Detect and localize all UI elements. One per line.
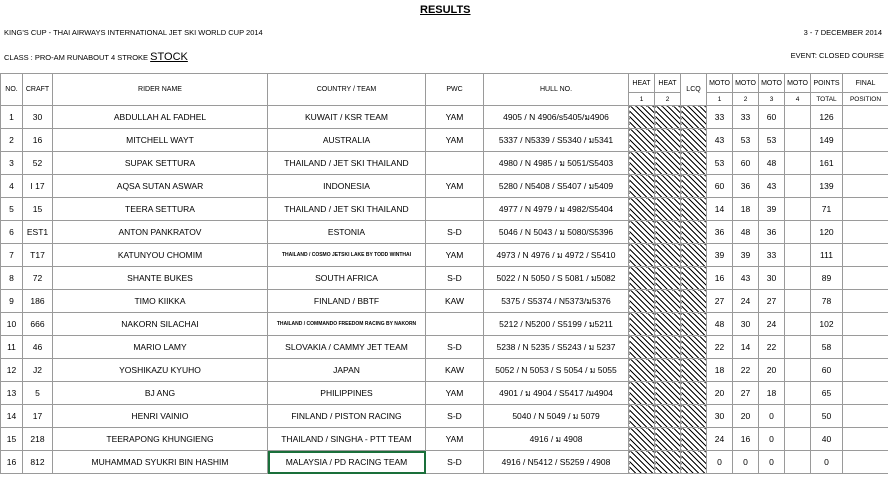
cell-moto4[interactable] [785,382,811,405]
class-label [4,51,188,63]
cell-lcq[interactable] [681,221,707,244]
col-country: COUNTRY / TEAM [268,74,426,106]
results-body [1,106,888,474]
cell-points[interactable]: 89 [811,267,843,290]
cell-rider[interactable]: MARIO LAMY [53,336,268,359]
cell-hull[interactable]: 5040 / N 5049 / ม 5079 [484,405,629,428]
cell-moto3[interactable]: 20 [759,359,785,382]
cell-hull[interactable]: 5337 / N5339 / S5340 / ม5341 [484,129,629,152]
cell-final[interactable] [843,405,888,428]
cell-craft[interactable]: 16 [23,129,53,152]
class-prefix: CLASS : PRO-AM RUNABOUT 4 STROKE [4,53,149,62]
cell-moto1[interactable]: 43 [707,129,733,152]
cell-country[interactable]: SLOVAKIA / CAMMY JET TEAM [268,336,426,359]
cell-moto3[interactable]: 27 [759,290,785,313]
cell-points[interactable]: 149 [811,129,843,152]
cell-moto3[interactable]: 48 [759,152,785,175]
cell-craft[interactable]: 46 [23,336,53,359]
cell-moto3[interactable]: 18 [759,382,785,405]
cell-pwc[interactable] [426,152,484,175]
cell-moto4[interactable] [785,106,811,129]
cell-no[interactable]: 5 [1,198,23,221]
cell-final[interactable] [843,129,888,152]
cell-final[interactable] [843,313,888,336]
cell-final[interactable] [843,336,888,359]
cell-moto1[interactable]: 18 [707,359,733,382]
cell-moto1[interactable]: 24 [707,428,733,451]
cell-lcq[interactable] [681,313,707,336]
cell-moto1[interactable]: 33 [707,106,733,129]
cell-heat2[interactable] [655,359,681,382]
col-pwc: PWC [426,74,484,106]
table-row [1,313,888,336]
cell-country[interactable]: THAILAND / COMMANDO FREEDOM RACING BY NAKORN [268,313,426,336]
cell-pwc[interactable]: S-D [426,405,484,428]
cell-moto3[interactable]: 30 [759,267,785,290]
col-moto2-sub: 2 [733,93,759,106]
cell-no[interactable]: 11 [1,336,23,359]
cell-craft[interactable]: 666 [23,313,53,336]
cell-rider[interactable]: ANTON PANKRATOV [53,221,268,244]
cell-lcq[interactable] [681,451,707,474]
col-heat1-sub: 1 [629,93,655,106]
cell-heat2[interactable] [655,267,681,290]
table-row [1,290,888,313]
cell-craft[interactable]: 52 [23,152,53,175]
cell-moto3[interactable]: 0 [759,405,785,428]
cell-heat2[interactable] [655,290,681,313]
cell-moto3[interactable]: 36 [759,221,785,244]
cell-hull[interactable]: 4916 / N5412 / S5259 / 4908 [484,451,629,474]
cell-hull[interactable]: 4973 / N 4976 / ม 4972 / S5410 [484,244,629,267]
cell-pwc[interactable]: YAM [426,175,484,198]
cell-final[interactable] [843,382,888,405]
cell-heat2[interactable] [655,221,681,244]
cell-moto2[interactable]: 43 [733,267,759,290]
cell-pwc[interactable] [426,198,484,221]
cell-moto4[interactable] [785,405,811,428]
cell-moto1[interactable]: 36 [707,221,733,244]
cell-moto1[interactable]: 16 [707,267,733,290]
cell-points[interactable]: 120 [811,221,843,244]
cell-no[interactable]: 15 [1,428,23,451]
cell-pwc[interactable]: YAM [426,129,484,152]
col-moto3-sub: 3 [759,93,785,106]
cell-lcq[interactable] [681,290,707,313]
cell-lcq[interactable] [681,175,707,198]
table-row [1,428,888,451]
cell-moto4[interactable] [785,336,811,359]
cell-final[interactable] [843,152,888,175]
cell-moto2[interactable]: 60 [733,152,759,175]
cell-final[interactable] [843,221,888,244]
cell-moto3[interactable]: 60 [759,106,785,129]
cell-final[interactable] [843,244,888,267]
cell-moto1[interactable]: 60 [707,175,733,198]
col-lcq: LCQ [681,74,707,106]
cell-moto4[interactable] [785,198,811,221]
cell-country[interactable]: KUWAIT / KSR TEAM [268,106,426,129]
cell-moto2[interactable]: 48 [733,221,759,244]
cell-country[interactable]: MALAYSIA / PD RACING TEAM [268,451,426,474]
cell-lcq[interactable] [681,336,707,359]
cell-moto1[interactable]: 53 [707,152,733,175]
cell-craft[interactable]: J2 [23,359,53,382]
table-row [1,405,888,428]
cell-no[interactable]: 14 [1,405,23,428]
cell-moto4[interactable] [785,290,811,313]
cell-moto2[interactable]: 22 [733,359,759,382]
col-final-sub: POSITION [843,93,888,106]
cell-final[interactable] [843,359,888,382]
cell-moto3[interactable]: 0 [759,428,785,451]
col-final: FINAL [843,74,888,93]
cell-heat1[interactable] [629,129,655,152]
cell-points[interactable]: 50 [811,405,843,428]
cell-heat2[interactable] [655,129,681,152]
cell-rider[interactable]: TEERAPONG KHUNGIENG [53,428,268,451]
event-type: EVENT: CLOSED COURSE [790,51,884,60]
cell-moto4[interactable] [785,175,811,198]
cell-hull[interactable]: 4916 / ม 4908 [484,428,629,451]
cell-moto4[interactable] [785,152,811,175]
cell-heat2[interactable] [655,106,681,129]
cell-points[interactable]: 139 [811,175,843,198]
cell-hull[interactable]: 5280 / N5408 / S5407 / ม5409 [484,175,629,198]
cell-rider[interactable]: MITCHELL WAYT [53,129,268,152]
col-rider: RIDER NAME [53,74,268,106]
cell-moto3[interactable]: 33 [759,244,785,267]
cell-heat1[interactable] [629,175,655,198]
cell-country[interactable]: ESTONIA [268,221,426,244]
table-row [1,221,888,244]
event-name: KING'S CUP - THAI AIRWAYS INTERNATIONAL JET SKI WORLD CUP 2014 [4,28,263,37]
cell-no[interactable]: 10 [1,313,23,336]
cell-moto2[interactable]: 0 [733,451,759,474]
cell-heat2[interactable] [655,313,681,336]
cell-moto2[interactable]: 18 [733,198,759,221]
cell-points[interactable]: 0 [811,451,843,474]
cell-rider[interactable]: SHANTE BUKES [53,267,268,290]
cell-heat2[interactable] [655,428,681,451]
col-points: POINTS [811,74,843,93]
event-row [0,22,888,42]
col-moto4: MOTO [785,74,811,93]
cell-rider[interactable]: BJ ANG [53,382,268,405]
cell-rider[interactable]: AQSA SUTAN ASWAR [53,175,268,198]
cell-no[interactable]: 6 [1,221,23,244]
cell-heat1[interactable] [629,359,655,382]
cell-points[interactable]: 60 [811,359,843,382]
table-row [1,359,888,382]
col-points-sub: TOTAL [811,93,843,106]
cell-rider[interactable]: HENRI VAINIO [53,405,268,428]
cell-craft[interactable]: 186 [23,290,53,313]
cell-moto2[interactable]: 30 [733,313,759,336]
cell-country[interactable]: THAILAND / JET SKI THAILAND [268,198,426,221]
cell-country[interactable]: JAPAN [268,359,426,382]
header-row [1,74,888,93]
cell-no[interactable]: 9 [1,290,23,313]
col-heat2: HEAT [655,74,681,93]
cell-heat2[interactable] [655,382,681,405]
cell-lcq[interactable] [681,152,707,175]
cell-hull[interactable]: 5212 / N5200 / S5199 / ม5211 [484,313,629,336]
cell-points[interactable]: 65 [811,382,843,405]
cell-moto1[interactable]: 27 [707,290,733,313]
cell-heat2[interactable] [655,152,681,175]
cell-final[interactable] [843,198,888,221]
cell-no[interactable]: 13 [1,382,23,405]
cell-pwc[interactable]: S-D [426,336,484,359]
class-row [0,45,888,65]
col-moto1-sub: 1 [707,93,733,106]
cell-lcq[interactable] [681,405,707,428]
cell-rider[interactable]: KATUNYOU CHOMIM [53,244,268,267]
cell-points[interactable]: 71 [811,198,843,221]
col-craft: CRAFT [23,74,53,106]
cell-craft[interactable]: 30 [23,106,53,129]
event-date: 3 - 7 DECEMBER 2014 [803,28,882,37]
cell-hull[interactable]: 5375 / S5374 / N5373/ม5376 [484,290,629,313]
cell-no[interactable]: 7 [1,244,23,267]
cell-hull[interactable]: 5022 / N 5050 / S 5081 / ม5082 [484,267,629,290]
cell-moto4[interactable] [785,451,811,474]
cell-country[interactable]: AUSTRALIA [268,129,426,152]
cell-moto3[interactable]: 39 [759,198,785,221]
cell-hull[interactable]: 5238 / N 5235 / S5243 / ม 5237 [484,336,629,359]
cell-heat2[interactable] [655,336,681,359]
table-row [1,129,888,152]
cell-points[interactable]: 161 [811,152,843,175]
cell-final[interactable] [843,451,888,474]
cell-rider[interactable]: MUHAMMAD SYUKRI BIN HASHIM [53,451,268,474]
cell-pwc[interactable]: S-D [426,451,484,474]
table-row [1,267,888,290]
cell-moto3[interactable]: 22 [759,336,785,359]
class-stock: STOCK [150,51,188,63]
cell-moto4[interactable] [785,267,811,290]
cell-moto4[interactable] [785,129,811,152]
cell-heat1[interactable] [629,106,655,129]
cell-points[interactable]: 111 [811,244,843,267]
cell-rider[interactable]: NAKORN SILACHAI [53,313,268,336]
cell-final[interactable] [843,428,888,451]
table-row [1,451,888,474]
col-hull: HULL NO. [484,74,629,106]
cell-heat1[interactable] [629,405,655,428]
col-moto3: MOTO [759,74,785,93]
cell-points[interactable]: 126 [811,106,843,129]
cell-final[interactable] [843,106,888,129]
cell-moto2[interactable]: 36 [733,175,759,198]
cell-moto1[interactable]: 0 [707,451,733,474]
cell-craft[interactable]: 5 [23,382,53,405]
cell-heat1[interactable] [629,336,655,359]
cell-lcq[interactable] [681,106,707,129]
cell-points[interactable]: 102 [811,313,843,336]
table-row [1,244,888,267]
cell-hull[interactable]: 5052 / N 5053 / S 5054 / ม 5055 [484,359,629,382]
title-row [0,0,888,20]
cell-lcq[interactable] [681,359,707,382]
col-moto2: MOTO [733,74,759,93]
cell-heat1[interactable] [629,451,655,474]
cell-moto3[interactable]: 0 [759,451,785,474]
cell-points[interactable]: 78 [811,290,843,313]
col-heat1: HEAT [629,74,655,93]
cell-pwc[interactable]: S-D [426,267,484,290]
cell-country[interactable]: INDONESIA [268,175,426,198]
cell-moto4[interactable] [785,313,811,336]
col-no: NO. [1,74,23,106]
cell-pwc[interactable]: S-D [426,221,484,244]
cell-moto3[interactable]: 53 [759,129,785,152]
cell-country[interactable]: FINLAND / PISTON RACING [268,405,426,428]
cell-final[interactable] [843,290,888,313]
cell-heat1[interactable] [629,152,655,175]
cell-moto4[interactable] [785,244,811,267]
cell-rider[interactable]: ABDULLAH AL FADHEL [53,106,268,129]
cell-heat1[interactable] [629,428,655,451]
cell-rider[interactable]: TIMO KIIKKA [53,290,268,313]
cell-country[interactable]: SOUTH AFRICA [268,267,426,290]
cell-lcq[interactable] [681,382,707,405]
cell-country[interactable]: THAILAND / SINGHA - PTT TEAM [268,428,426,451]
cell-lcq[interactable] [681,428,707,451]
cell-rider[interactable]: SUPAK SETTURA [53,152,268,175]
table-row [1,106,888,129]
col-moto1: MOTO [707,74,733,93]
cell-moto1[interactable]: 22 [707,336,733,359]
cell-country[interactable]: PHILIPPINES [268,382,426,405]
cell-hull[interactable]: 5046 / N 5043 / ม 5080/S5396 [484,221,629,244]
cell-pwc[interactable]: KAW [426,359,484,382]
cell-craft[interactable]: I 17 [23,175,53,198]
cell-pwc[interactable]: YAM [426,244,484,267]
cell-heat1[interactable] [629,290,655,313]
table-row [1,336,888,359]
table-row [1,152,888,175]
cell-pwc[interactable] [426,313,484,336]
cell-moto3[interactable]: 43 [759,175,785,198]
cell-heat1[interactable] [629,244,655,267]
cell-heat2[interactable] [655,405,681,428]
cell-rider[interactable]: TEERA SETTURA [53,198,268,221]
cell-craft[interactable]: 812 [23,451,53,474]
cell-craft[interactable]: EST1 [23,221,53,244]
table-row [1,198,888,221]
cell-country[interactable]: THAILAND / COSMO JETSKI LAKE BY TODD WINTHAI [268,244,426,267]
cell-final[interactable] [843,267,888,290]
cell-moto2[interactable]: 24 [733,290,759,313]
cell-pwc[interactable]: YAM [426,382,484,405]
cell-no[interactable]: 4 [1,175,23,198]
cell-heat1[interactable] [629,198,655,221]
cell-lcq[interactable] [681,198,707,221]
cell-moto2[interactable]: 14 [733,336,759,359]
cell-craft[interactable]: 72 [23,267,53,290]
cell-moto1[interactable]: 30 [707,405,733,428]
cell-heat1[interactable] [629,221,655,244]
cell-moto2[interactable]: 20 [733,405,759,428]
cell-heat2[interactable] [655,198,681,221]
cell-no[interactable]: 16 [1,451,23,474]
results-title: RESULTS [420,4,471,16]
cell-moto2[interactable]: 39 [733,244,759,267]
cell-country[interactable]: FINLAND / BBTF [268,290,426,313]
table-row [1,175,888,198]
cell-lcq[interactable] [681,267,707,290]
cell-heat2[interactable] [655,451,681,474]
cell-points[interactable]: 40 [811,428,843,451]
col-heat2-sub: 2 [655,93,681,106]
cell-no[interactable]: 12 [1,359,23,382]
cell-moto2[interactable]: 53 [733,129,759,152]
cell-lcq[interactable] [681,129,707,152]
cell-hull[interactable]: 4977 / N 4979 / ม 4982/S5404 [484,198,629,221]
cell-moto1[interactable]: 48 [707,313,733,336]
cell-no[interactable]: 2 [1,129,23,152]
cell-hull[interactable]: 4901 / ม 4904 / S5417 /ม4904 [484,382,629,405]
cell-craft[interactable]: 218 [23,428,53,451]
cell-no[interactable]: 1 [1,106,23,129]
col-moto4-sub: 4 [785,93,811,106]
cell-final[interactable] [843,175,888,198]
cell-moto4[interactable] [785,221,811,244]
cell-rider[interactable]: YOSHIKAZU KYUHO [53,359,268,382]
cell-craft[interactable]: T17 [23,244,53,267]
results-table [0,73,888,474]
cell-moto1[interactable]: 39 [707,244,733,267]
cell-heat1[interactable] [629,267,655,290]
cell-pwc[interactable]: YAM [426,106,484,129]
cell-moto2[interactable]: 16 [733,428,759,451]
cell-pwc[interactable]: YAM [426,428,484,451]
cell-moto1[interactable]: 20 [707,382,733,405]
cell-craft[interactable]: 17 [23,405,53,428]
cell-moto3[interactable]: 24 [759,313,785,336]
cell-moto2[interactable]: 33 [733,106,759,129]
cell-moto2[interactable]: 27 [733,382,759,405]
cell-hull[interactable]: 4980 / N 4985 / ม 5051/S5403 [484,152,629,175]
cell-country[interactable]: THAILAND / JET SKI THAILAND [268,152,426,175]
cell-hull[interactable]: 4905 / N 4906/s5405/ม4906 [484,106,629,129]
table-row [1,382,888,405]
cell-lcq[interactable] [681,244,707,267]
cell-moto4[interactable] [785,359,811,382]
cell-moto4[interactable] [785,428,811,451]
cell-craft[interactable]: 15 [23,198,53,221]
cell-heat2[interactable] [655,175,681,198]
cell-no[interactable]: 8 [1,267,23,290]
cell-pwc[interactable]: KAW [426,290,484,313]
cell-heat1[interactable] [629,382,655,405]
cell-heat2[interactable] [655,244,681,267]
cell-moto1[interactable]: 14 [707,198,733,221]
cell-points[interactable]: 58 [811,336,843,359]
cell-heat1[interactable] [629,313,655,336]
cell-no[interactable]: 3 [1,152,23,175]
